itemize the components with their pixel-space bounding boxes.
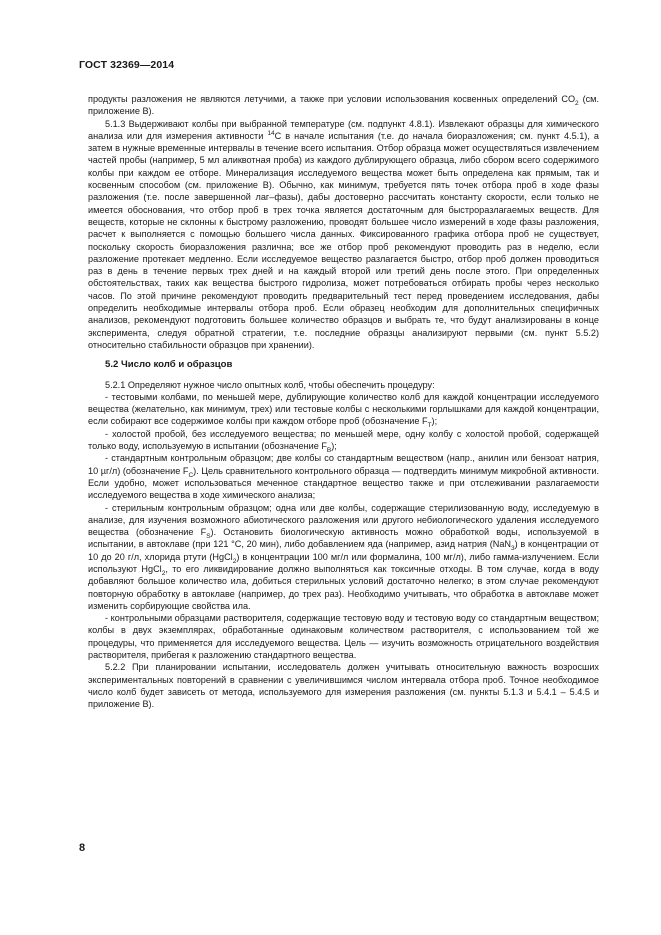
- section-heading-5-2: 5.2 Число колб и образцов: [105, 359, 233, 371]
- page-number: 8: [79, 842, 86, 854]
- document-header: ГОСТ 32369—2014: [79, 59, 175, 71]
- list-item-solvent-control: - контрольными образцами растворителя, содержащие тестовую воду и тестовую воду со стандартным веществом; колбы в двух экземплярах, обработанные одинаковым количеством растворителя, с использованием той же процедуры, что применяется для исследуемого вещества. Цель — изучить возможность отрицательного воздействия растворителя, прибегая к разложению стандартного вещества.: [88, 613, 599, 661]
- paragraph-5-1-3: 5.1.3 Выдерживают колбы при выбранной температуре (см. подпункт 4.8.1). Извлекают образцы для химического анализа или для измерения активности $^{14}$С в начале испытания (т.е. до начала биоразложения; см. пункт 4.5.1), а затем в нужные временные интервалы в течение всего испытания. Отбор образца может осуществляться извлечением частей пробы (например, 5 мл аликвотная проба) из каждого дублирующего образца, либо сбором всего содержимого колбы при каждом ее отборе. Минерализация исследуемого вещества может быть определена как прямым, так и косвенным способом (см. приложение В). Обычно, как минимум, требуется пять точек отбора проб в ходе фазы разложения (т.е. после завершенной лаг–фазы), дабы достоверно рассчитать константу скорости, если только не имеется обоснования, что отбор проб в трех точка является достаточным для быстроразлагаемых веществ. Для веществ, которые не склонны к быстрому разложению, проводят большее число измерений в ходе фазы разложения, расчет к выполняется с помощью большего числа данных. Фиксированного графика отбора проб не существует, поскольку скорость биоразложения различна; все же отбор проб рекомендуют проводить раз в неделю, если разложение протекает медленно. Если исследуемое вещество разлагается быстро, отбор проб должен проводиться раз в день в течение первых трех дней и на каждый второй или третий день после этого. При определенных обстоятельствах, таких как вещества быстрого гидролиза, может потребоваться отбирать пробы через несколько часов. По этой причине рекомендуют проводить предварительный тест перед проведением исследования, дабы определить необходимые интервалы отбора проб. Если образец необходим для дополнительных специфичных анализов, рекомендуют подготовить большее количество образцов и выбрать те, что будут анализированы в конце эксперимента, следуя обратной стратегии, т.е. последние образцы анализируют первыми (см. пункт 5.5.2) относительно стабильности образцов при хранении).: [88, 118, 599, 350]
- list-item-blank: - холостой пробой, без исследуемого вещества; по меньшей мере, одну колбу с холостой пробой, содержащей только воду, используемую в испытании (обозначение $F_B$);: [88, 428, 599, 454]
- list-item-sterile-control: - стерильным контрольным образцом; одна или две колбы, содержащие стерилизованную воду, исследуемую в анализе, для изучения возможного абиотического разложения или другого небиологического удаления исследуемого вещества (обозначение $F_S$). Остановить биологическую активность можно обработкой воды, используемой в испытании, в автоклаве (при 121 °С, 20 мин), либо добавлением яда (например, азид натрия (NaN$_3$) в концентрации от 10 до 20 г/л, хлорида ртути (HgCl$_2$) в концентрации 100 мг/л или формалина, 100 мг/л), либо гамма-излучением. Если используют HgCl$_2$, то его ликвидирование должно выполняться как токсичные отходы. В том случае, когда в воду добавляют большое количество ила, добиться стерильных условий достаточно нелегко; в этом случае рекомендуют повторную обработку в автоклаве (например, до трех раз). Необходимо учитывать, что обработка в автоклаве может изменить сорбирующие свойства ила.: [88, 502, 599, 611]
- paragraph-intro: продукты разложения не являются летучими, а также при условии использования косвенных определений $CO_2$ (см. приложение В).: [88, 94, 599, 117]
- list-item-reference-control: - стандартным контрольным образцом; две колбы со стандартным веществом (напр., анилин или бензоат натрия, 10 µг/л) (обозначение $F_C$). Цель сравнительного контрольного образца — подтвердить минимум микробной активности. Если удобно, может использоваться меченное стандартное вещество также и при отслеживании разлагаемости исследуемого вещества в ходе химического анализа;: [88, 453, 599, 501]
- document-body: [88, 93, 599, 711]
- paragraph-5-2-2: 5.2.2 При планировании испытании, исследователь должен учитывать относительную важность возросших экспериментальных повторений в сравнении с увеличившимся числом интервала отбора проб. Точное необходимое число колб будет зависеть от метода, используемого для измерения разложения (см. пункты 5.1.3 и 5.4.1 – 5.4.5 и приложение В).: [88, 662, 599, 710]
- paragraph-5-2-1: 5.2.1 Определяют нужное число опытных колб, чтобы обеспечить процедуру:: [105, 379, 435, 390]
- list-item-test-flasks: - тестовыми колбами, по меньшей мере, дублирующие количество колб для каждой концентрации исследуемого вещества (желательно, как минимум, трех) или тестовые колбы с несколькими горлышками для каждой концентрации, если собирают все содержимое колбы при каждом отборе проб (обозначение $F_T$);: [88, 391, 599, 430]
